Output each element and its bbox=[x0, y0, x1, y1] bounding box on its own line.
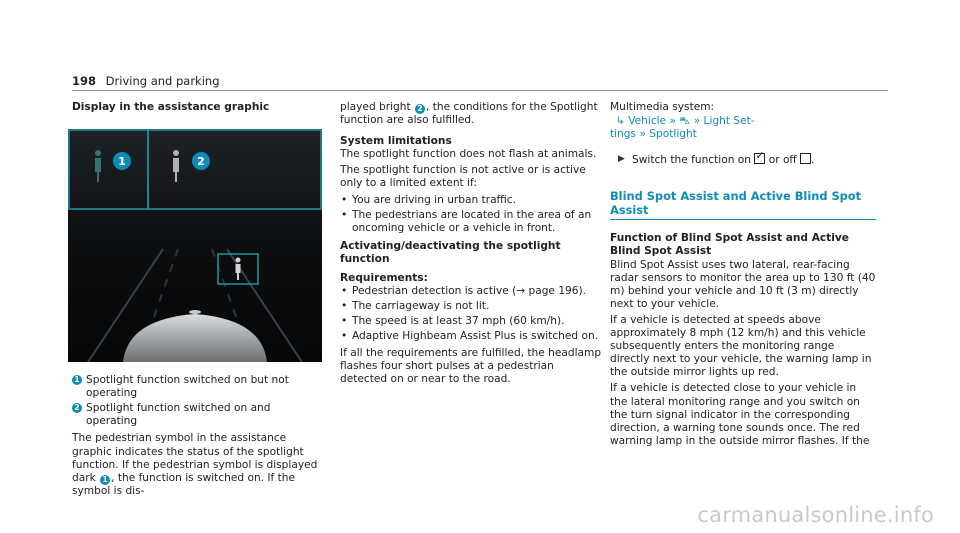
legend-text: Spotlight function switched on and operating bbox=[86, 402, 271, 428]
status-paragraph bbox=[72, 432, 324, 497]
inline-badge: 2 bbox=[415, 104, 425, 114]
activating-heading: Activating/deactivating the spotlight function bbox=[340, 239, 561, 265]
path-separator-icon: » bbox=[639, 128, 646, 141]
function-text: Blind Spot Assist uses two lateral, rear-facing radar sensors to monitor the area up to 130 ft (40 m) behind your vehicle and 10 ft (3 m) directly next to your vehicle. bbox=[610, 258, 876, 310]
limits-heading: System limitations bbox=[340, 135, 452, 148]
menu-path-line-2 bbox=[610, 128, 876, 141]
legend-badge: 2 bbox=[72, 403, 82, 413]
path-light-settings: Light Set- bbox=[703, 115, 755, 128]
column-left bbox=[72, 101, 324, 501]
continued-text: played bright bbox=[340, 101, 411, 113]
section-divider bbox=[610, 219, 876, 220]
inline-badge: 1 bbox=[100, 475, 110, 485]
watermark: carmanualsonline.info bbox=[697, 503, 934, 527]
status-text-end: , the function is switched on. If the symbol is dis- bbox=[72, 471, 296, 497]
menu-path bbox=[610, 115, 876, 141]
limits-text: The spotlight function does not flash at animals. bbox=[340, 148, 597, 161]
limits-list bbox=[340, 194, 602, 235]
path-light-settings-cont: tings bbox=[610, 128, 637, 141]
column-middle bbox=[340, 101, 602, 389]
step-text-end: . bbox=[811, 154, 815, 167]
list-item: • Pedestrian detection is active (→ page 196). bbox=[340, 285, 602, 298]
menu-path-line-1 bbox=[610, 115, 876, 128]
vehicle-emblem bbox=[189, 310, 201, 314]
column-right bbox=[610, 101, 876, 451]
path-vehicle: ↳ Vehicle bbox=[616, 115, 667, 128]
closing-paragraph: If all the requirements are fulfilled, the headlamp flashes four short pulses at a pedestrian detected on or near to the road. bbox=[340, 346, 602, 385]
list-item: • The carriageway is not lit. bbox=[340, 300, 602, 313]
path-separator-icon: » bbox=[693, 115, 701, 128]
legend-item-1 bbox=[72, 374, 324, 400]
figure-badge-2: 2 bbox=[197, 155, 205, 169]
list-item: • The speed is at least 37 mph (60 km/h). bbox=[340, 315, 602, 328]
list-item: • The pedestrians are located in the area of an oncoming vehicle or a vehicle in front. bbox=[340, 209, 602, 235]
detect-text: If a vehicle is detected at speeds above approximately 8 mph (12 km/h) and this vehicle subsequently enters the monitoring range directly next to your vehicle, the warning lamp in the outside mirror lights up red. bbox=[610, 313, 872, 379]
step-text: Switch the function on bbox=[632, 154, 751, 167]
checkbox-checked-icon bbox=[754, 153, 765, 164]
blind-spot-heading: Blind Spot Assist and Active Blind Spot Assist bbox=[610, 189, 862, 218]
assistance-graphic bbox=[68, 129, 322, 362]
requirements-heading: Requirements: bbox=[340, 272, 428, 285]
step-text-or: or off bbox=[768, 154, 797, 167]
path-separator-icon: » bbox=[669, 115, 676, 128]
legend-item-2 bbox=[72, 402, 324, 428]
path-spotlight: Spotlight bbox=[649, 128, 697, 141]
limits-text-2: The spotlight function is not active or is active only to a limited extent if: bbox=[340, 164, 586, 190]
light-settings-icon: ⛍ bbox=[679, 115, 691, 128]
list-item: • You are driving in urban traffic. bbox=[340, 194, 602, 207]
step-arrow-icon: ▶ bbox=[618, 154, 625, 165]
requirements-list bbox=[340, 285, 602, 343]
switch-step bbox=[610, 153, 876, 167]
continued-text-end: , the conditions for the Spotlight function are also fulfilled. bbox=[340, 101, 598, 127]
page-number: 198 bbox=[72, 74, 97, 88]
legend-text: Spotlight function switched on but not operating bbox=[86, 374, 289, 400]
continued-paragraph bbox=[340, 101, 602, 127]
status-text: The pedestrian symbol in the assistance graphic indicates the status of the spotlight function. If the pedestrian symbol is displayed dark bbox=[72, 432, 318, 484]
multimedia-label: Multimedia system: bbox=[610, 101, 715, 113]
checkbox-empty-icon bbox=[800, 153, 811, 164]
function-heading: Function of Blind Spot Assist and Active Blind Spot Assist bbox=[610, 232, 849, 258]
section-title: Driving and parking bbox=[105, 74, 220, 88]
list-item: • Adaptive Highbeam Assist Plus is switched on. bbox=[340, 330, 602, 343]
display-heading: Display in the assistance graphic bbox=[72, 101, 270, 113]
figure-badge-1: 1 bbox=[118, 155, 126, 169]
page-header bbox=[72, 74, 220, 88]
header-divider bbox=[72, 90, 888, 91]
legend-badge: 1 bbox=[72, 375, 82, 385]
close-text: If a vehicle is detected close to your vehicle in the lateral monitoring range and you switch on the turn signal indicator in the corresponding direction, a warning tone sounds once. The red warning lamp in the outside mirror flashes. If the bbox=[610, 382, 870, 447]
